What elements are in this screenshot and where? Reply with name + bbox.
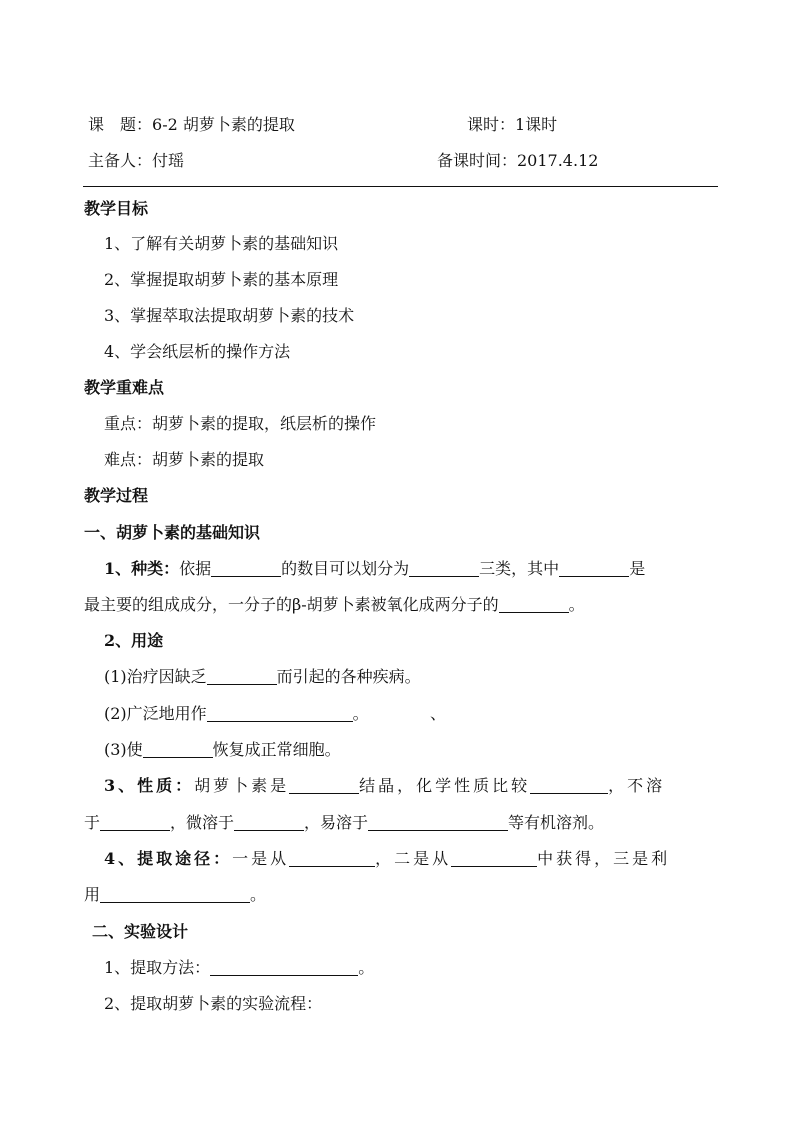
props-label: 3、性质： <box>104 776 195 795</box>
goal-item: 1、了解有关胡萝卜素的基础知识 <box>104 234 339 253</box>
types-text: 的数目可以划分为 <box>281 559 410 578</box>
props-text: 胡萝卜素是 <box>194 776 290 795</box>
types-label: 1、种类： <box>104 559 180 578</box>
ways-text: 一是从 <box>232 849 290 868</box>
ways-text: 中获得，三是利 <box>537 849 671 868</box>
props-text: ，易溶于 <box>304 813 369 832</box>
ways-label: 4、提取途径： <box>104 849 233 868</box>
fill-blank[interactable] <box>100 886 250 903</box>
fill-blank[interactable] <box>451 850 537 867</box>
class-hours: 课时：1课时 <box>467 115 558 134</box>
use-separator: 、 <box>430 704 447 723</box>
method-line <box>104 957 374 979</box>
props-text: 等有机溶剂。 <box>508 813 605 832</box>
fill-blank[interactable] <box>100 814 170 831</box>
types-line-2 <box>84 594 585 616</box>
use-text: (1)治疗因缺乏 <box>104 667 207 686</box>
prep-time: 备课时间：2017.4.12 <box>437 151 599 170</box>
types-text: 是 <box>629 559 646 578</box>
ways-text: ，二是从 <box>375 849 452 868</box>
types-text: 。 <box>568 595 585 614</box>
use-text: 而引起的各种疾病。 <box>276 667 421 686</box>
topic-value: 6-2 胡萝卜素的提取 <box>152 115 295 134</box>
types-text: 最主要的组成成分，一分子的β-胡萝卜素被氧化成两分子的 <box>84 595 499 614</box>
fill-blank[interactable] <box>143 741 213 758</box>
uses-title: 2、用途 <box>104 631 164 650</box>
use-text: (3)使 <box>104 740 143 759</box>
props-text: ，微溶于 <box>170 813 235 832</box>
fill-blank[interactable] <box>409 560 479 577</box>
fill-blank[interactable] <box>368 814 508 831</box>
fill-blank[interactable] <box>559 560 629 577</box>
fill-blank[interactable] <box>530 777 608 794</box>
props-text: ，不溶 <box>608 776 666 795</box>
use-item <box>104 703 369 725</box>
goal-item: 2、掌握提取胡萝卜素的基本原理 <box>104 270 339 289</box>
props-text: 于 <box>84 813 101 832</box>
section2-title: 二、实验设计 <box>92 922 189 941</box>
topic-label: 课 题： <box>88 115 153 134</box>
ways-text: 用 <box>84 885 101 904</box>
types-line <box>104 558 645 580</box>
key-point: 重点：胡萝卜素的提取，纸层析的操作 <box>104 414 377 433</box>
method-text: 。 <box>358 958 375 977</box>
goal-item: 4、学会纸层析的操作方法 <box>104 342 291 361</box>
method-text: 1、提取方法： <box>104 958 211 977</box>
use-item <box>104 739 341 761</box>
difficult-point: 难点：胡萝卜素的提取 <box>104 450 265 469</box>
goal-item: 3、掌握萃取法提取胡萝卜素的技术 <box>104 306 355 325</box>
fill-blank[interactable] <box>499 596 569 613</box>
ways-line <box>104 848 670 870</box>
keypoints-title: 教学重难点 <box>84 378 165 397</box>
section1-title: 一、胡萝卜素的基础知识 <box>84 523 261 542</box>
fill-blank[interactable] <box>207 668 277 685</box>
flow-line: 2、提取胡萝卜素的实验流程： <box>104 994 323 1013</box>
types-text: 依据 <box>179 559 212 578</box>
preparer-line <box>88 150 184 172</box>
types-text: 三类，其中 <box>479 559 560 578</box>
goals-title: 教学目标 <box>84 199 149 218</box>
props-text: 结晶，化学性质比较 <box>359 776 531 795</box>
use-item <box>104 666 421 688</box>
header-divider <box>83 186 718 187</box>
fill-blank[interactable] <box>289 850 375 867</box>
fill-blank[interactable] <box>210 959 358 976</box>
topic-line <box>88 114 295 136</box>
props-line <box>104 775 665 797</box>
use-text: 恢复成正常细胞。 <box>212 740 341 759</box>
preparer-name: 付瑶 <box>152 151 185 170</box>
fill-blank[interactable] <box>234 814 304 831</box>
ways-text: 。 <box>250 885 267 904</box>
preparer-label: 主备人： <box>88 151 153 170</box>
props-line-2 <box>84 812 604 834</box>
use-text: (2)广泛地用作 <box>104 704 207 723</box>
fill-blank[interactable] <box>211 560 281 577</box>
ways-line-2 <box>84 884 266 906</box>
use-text: 。 <box>352 704 369 723</box>
fill-blank[interactable] <box>207 705 353 722</box>
process-title: 教学过程 <box>84 486 149 505</box>
fill-blank[interactable] <box>289 777 359 794</box>
